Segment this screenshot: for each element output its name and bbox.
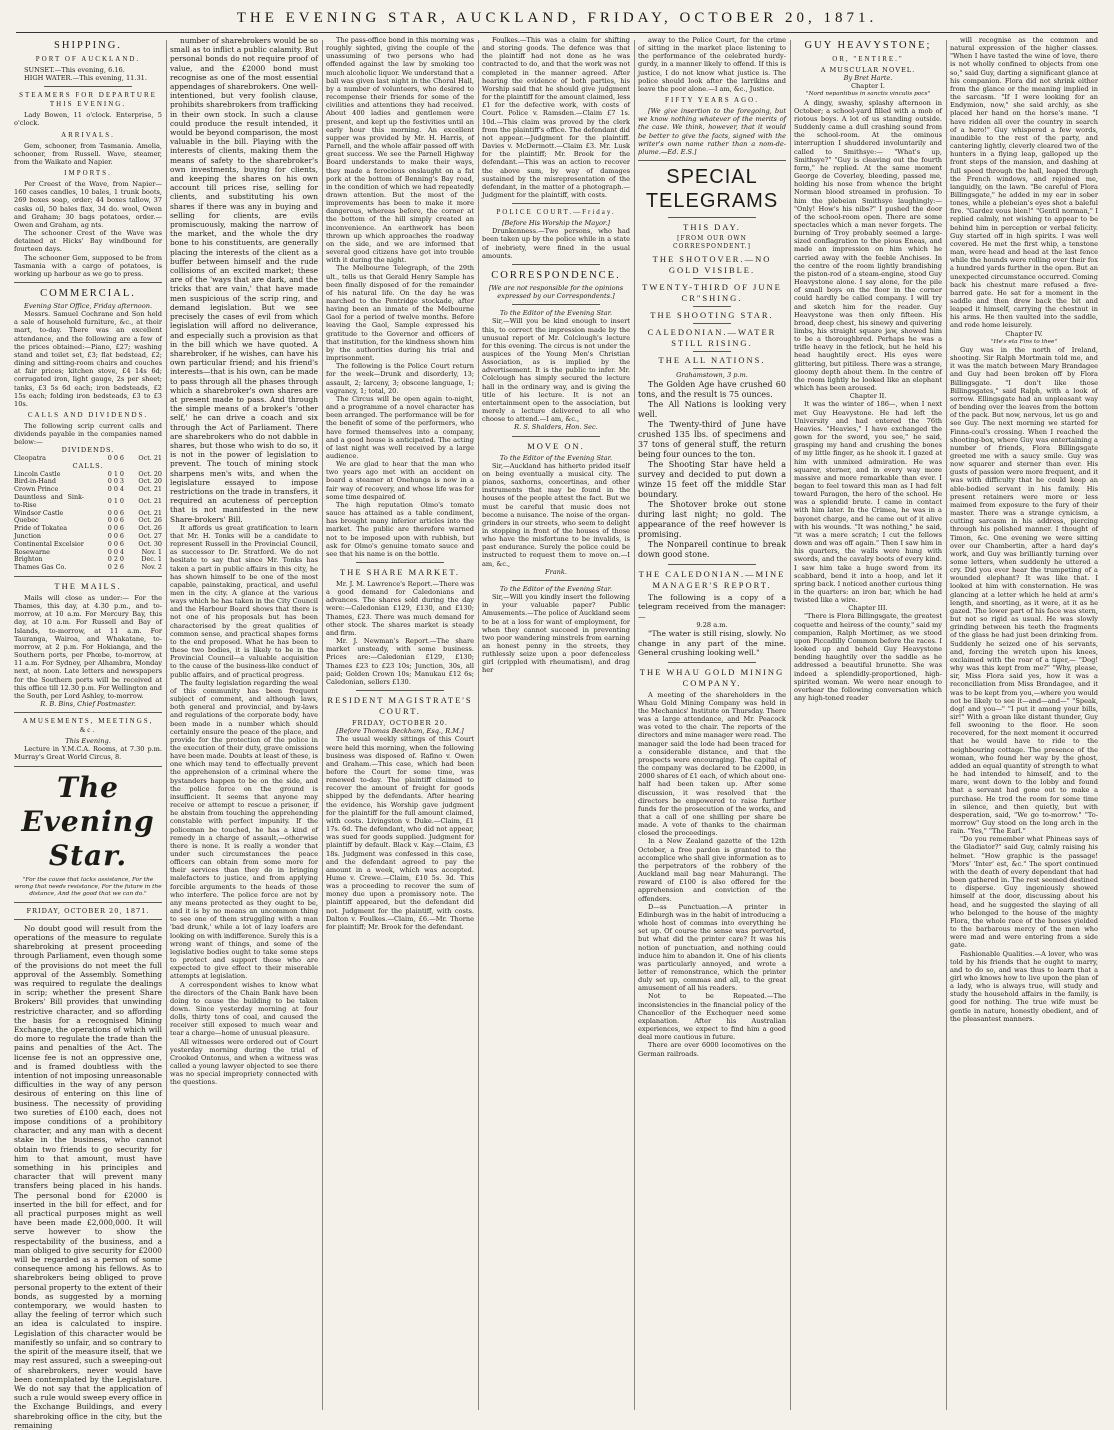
telegram-june: The Twenty-third of June have crushed 135 lbs. of specimens and 37 tons of general stuff, the return being four ounces to the ton. <box>638 419 786 459</box>
editor-note: [We give insertion to the foregoing, but we know nothing whatever of the merits of the case. We think, however, that it would be better to give the facts, signed with the writer's own name rather than a nom-de-plume.—Ed. E.S.] <box>638 107 786 156</box>
due-date: Oct. 20 <box>138 477 162 486</box>
divider <box>14 712 162 713</box>
column-7 <box>950 36 1098 1416</box>
chapter-2-heading: Chapter II. <box>849 392 887 401</box>
chapter-4-text: Guy was in the north of Ireland, shooting. Sir Ralph Mortmain told me, and it was the match between Mary Brandagee and Guy had been broken off by Flora Billingsgate. "I don't like those Billingsgates," said Ralph, with a look of sorrow. Ellingsgate had an unpleasant way of bending over the leaves from the bottom of the pack. But now, nervous, let us go and see Guy. The next morning we started for Finna-coul's crossing. When I reached the shooting-box, where Guy was entertaining a number of friends, Flora Billingsgate greeted me with a saucy smile. Guy was now squarer and sterner than ever. His gusts of passion were more frequent, and it was with difficulty that he could keep an able-bodied servant in his family. His present retainers were more or less maimed from exposure to the fury of their master. There was a strange cynicism, a cutting sarcasm in his address, piercing through his polished manner. I thought of Timon, &c. One evening we were sitting over our Chambertin, after a hard day's work, and Guy was brilliantly turning over some letters, when suddenly he uttered a cry. Did you ever hear the trumpeting of a wounded elephant? It was like that. I looked at him with consternation. He was glancing at a letter which he held at arm's length, and snorting, as it were, at it as he gazed. The lower part of his face was stern, but not so rigid as usual. He was slowly grinding between his teeth the fragments of the glass he had just been drinking from. Suddenly he seized one of his servants, and, forcing the wretch upon his knees, exclaimed with the roar of a tiger,— "Dog! why was this kept from me?" "Why, please, sir, Miss Flora said yes, how it was a reconciliation from Miss Brandagee, and it was to be kept from you,—where you would not be likely to see it—and—and—" "Speak, dog! and you—" "I put it among your bills, sir!" With a groan like distant thunder, Guy fell swooning to the floor. He soon recovered, for the next moment it occurred that he would have to ride to the neighbouring cottage. The presence of the woman, who found her way by the ghost, added an equal quantity of strength to what he had intended to himself, and to the mare, went down to the lobby and found that a servant had gone out to make a purchase. He trod the room for some time in silence, and then quietly, but with desperation, said, "We go to-morrow." "To-morrow" Guy stood on the long arch in the rain. "Yes," "The Earl." <box>950 345 1098 836</box>
shipping-title: SHIPPING. <box>54 40 122 51</box>
rm-court-continued: Foulkes.—This was a claim for shifting and storing goods. The defence was that the plaintiff had not done as he was contracted to do, and that the work was not completed in the manner agreed. After hearing the evidence of both parties, his Worship said that he should give judgment for the plaintiff for the amount claimed, less £1 for the defective work, with costs of Court. Police v. Ramsden.—Claim £7 1s. 10d.—This claim was proved by the clerk from the plaintiff's office. The defendant did not appear.—Judgment for the plaintiff. Davies v. McDermott.—Claim £3. Mr. Lusk for the plaintiff; Mr. Brook for the defendant.—This was an action to recover the above sum, by way of damages sustained by the misrepresentation of the defendant, in the matter of a photograph.—Judgment for the plaintiff, with costs. <box>482 36 630 199</box>
port-title: PORT OF AUCKLAND. <box>35 55 141 63</box>
police-court-text: Drunkenness.—Two persons, who had been taken up by the police while in a state of inebriety, were fined in the usual amounts. <box>482 227 630 260</box>
commercial-title: COMMERCIAL. <box>40 287 136 299</box>
column-6 <box>794 36 942 1416</box>
chapter-3-heading: Chapter III. <box>848 604 888 613</box>
letter-1-salutation: To the Editor of the Evening Star. <box>499 309 613 318</box>
article-circus: The Circus will be open again to-night, and a programme of a novel character has been arranged. The performance will be for the benefit of some of the performers, who have formed themselves into a company, and a good house is anticipated. The acting of last night was well received by a large audience. <box>326 394 474 460</box>
dividends-table <box>14 455 162 463</box>
due-date: Oct. 26 <box>138 524 162 533</box>
telegram-heading: THE SHOOTING STAR. <box>650 310 774 321</box>
article-tonks: It affords us great gratification to learn that Mr. H. Tonks will be a candidate to represent Russell in the Provincial Council, as successor to Dr. Stratford. We do not hesitate to say that since Mr. Tonks has taken a part in public affairs in this city, he has shown himself to be one of the most capable, painstaking, practical, and useful men in the city. A glance at the various ways which he has taken in the City Council and the Harbour Board shows that there is not one of his proposals but has been characterised by the great qualities of common sense, and practical shapes forms to the end proposed. What he has been to these two bodies, it is likely to be in the Provincial Council—a valuable acquisition to the cause of the business-like conduct of public affairs, and of practical progress. <box>170 523 318 679</box>
share-report-2: Mr. J. Newman's Report.—The share market unsteady, with some business. Prices are:—Caledonian £129, £130; Thames £23 to £23 10s; Junction, 30s, all paid; Golden Crown 10s; Manukau £12 6s; Caledonian, sellers £130. <box>326 637 474 686</box>
divider <box>512 436 600 437</box>
divider <box>638 160 786 161</box>
article-police-law: The faulty legislation regarding the weal of this community has been frequent subject of comment, and although laws, both general and provincial, and by-laws and regulations of the corporate body, have been made in a number which should certainly ensure the peace of the place, and provide for the protection of the police in the execution of their duty, grave omissions have been made. Doubts at least of these, is one which may tend to effectually prevent the apprehension of a criminal where the bystanders happen to be on the side, and the police force on the ground is insufficient. It seems that anyone may receive or attempt to rescue a prisoner, if he abstain from touching the apprehending constable with perfect impunity. If the policeman be touched, he has a kind of remedy in a charge of assault,—otherwise there is none. It is really a wonder that under such circumstances the peace officers can obtain from some more for their services than they do in bringing malefactors to justice, and from applying forcible arguments to the heads of those who interfere. The police force are not by any means protected as they ought to be, and it is by no means an uncommon thing to see one of them struggling with a man 'bad drunk,' while a lot of lazy loafers are looking on with indifference. Surely this is a wrong want of things, and some of the legislative bodies ought to take some steps to protect and support those who are expected to give effect to their miserable attempts at legislation. <box>170 678 318 981</box>
due-date: Oct. 21 <box>138 453 162 462</box>
divider <box>693 306 731 307</box>
shipping-notice-1: The schooner Crest of the Wave was detained at Hicks' Bay windbound for fourteen days. <box>14 229 162 254</box>
divider <box>668 564 756 565</box>
column-2 <box>170 36 318 1416</box>
masthead-title: THE EVENING STAR, AUCKLAND, FRIDAY, OCTOBER 20, 1871. <box>236 10 878 26</box>
company-name: Cleopatra <box>14 453 46 462</box>
calls-label: CALLS. <box>72 462 104 471</box>
letter-2-signature: Frank. <box>545 567 567 576</box>
telegram-all-nations: The All Nations is looking very well. <box>638 399 786 419</box>
article-recovery: We are glad to hear that the man who two years ago met with an accident on board a steamer at Onehunga is now in a fair way of recovery, and whose life was for some time despaired of. <box>326 460 474 501</box>
column-rule <box>790 40 791 1410</box>
table-row <box>14 455 162 463</box>
whau-text: A meeting of the shareholders in the Whau Gold Mining Company was held in the Mechanics' Institute on Thursday. There was a large attendance, and Mr. Peacock was voted to the chair. The reports of the directors and mine manager were read. The manager said the lode had been traced for a considerable distance, and that the prospects were encouraging. The capital of the company was declared to be £2000, in 2000 shares of £1 each, of which about one-half had been taken up. After some discussion, it was resolved that the directors be empowered to raise further funds for the prosecution of the works, and that a call of one shilling per share be made. A vote of thanks to the chairman closed the proceedings. <box>638 690 786 838</box>
table-row <box>14 564 162 572</box>
fashionable-qualities: Fashionable Qualities.—A lover, who was told by his friends that he ought to marry, and to do so, and was thus to learn that a girl who knows how to live upon the plan of a lady, who is always true, will study and study the household affairs in the family, is good for nothing. The true wife must be gentle in nature, honestly obedient, and of the pleasantest manners. <box>950 949 1098 1023</box>
whau-title: THE WHAU GOLD MINING COMPANY. <box>639 666 785 688</box>
amount: 0 0 6 <box>107 531 124 540</box>
notice-gazette: In a New Zealand gazette of the 12th October, a free pardon is granted to the accomplice who shall give information as to the perpetrators of the robbery of the Auckland mail bag near Mahurangi. The reward of £100 is also offered for the apprehension and conviction of the offenders. <box>638 837 786 903</box>
due-date: Oct. 21 <box>138 508 162 517</box>
correspondence-title: CORRESPONDENCE. <box>491 269 621 281</box>
amount: 0 2 6 <box>107 563 124 572</box>
column-4 <box>482 36 630 1416</box>
chapter-1-epigraph: "Nord nepantibus in sanctis vinculis pocs" <box>805 91 931 98</box>
police-court-title: POLICE COURT.—Friday. <box>496 208 616 217</box>
amount: 0 0 4 <box>107 547 124 556</box>
telegram-shooting-star: The Shooting Star have held a survey and decided to put down a winze 15 feet off the middle Star boundary. <box>638 459 786 499</box>
table-row <box>14 494 162 510</box>
leader-article: No doubt good will result from the operations of the measure to regulate sharebroking at present proceeding through Parliament, even though some of the provisions do not meet the full approval of the Assembly. Something was required to regulate the dealings in scrip; whether the present Share Brokers' Bill provides that unwinding restrictive character, and so affording the basis for a recognised Mining Exchange, the operations of which will do more to regulate the trade than the pains and penalties of the Act. The license fee is not an oppressive one, and is framed doubtless with the intention of not imposing unreasonable difficulties in the way of any person desirous of entering on this line of business. The necessity of providing two sureties of £100 each, does not impose conditions of a prohibitory character, and any man with a decent stake in the business, who cannot obtain two friends to go security for him to that amount, must have something in his principles and character that will prevent many transfers being placed in his hands. The personal bond for £2000 is inserted in the bill for effect, and for all practical purposes might as well have been made £2,000,000. It will serve however to show the respectability of the business, and a man obliged to give security for £2000 will be regarded as a person of some consequence among his fellows. As to sharebrokers being obliged to prove personal property to the extent of their bonds, as suggested by a morning contemporary, we would hasten to allay the feeling of terror which such an idea is calculated to inspire. Legislation of this character would be manifestly so unfair, and so contrary to the spirit of the measure itself, that we may rest assured, such a sweeping-out of sharebrokers, never would have been contemplated by the Legislature. We do not say that the application of such a rule would sweep every office in the Exchange Buildings, and every sharebroking office in the city, but the remaining <box>14 923 162 1430</box>
due-date: Oct. 26 <box>138 516 162 525</box>
rm-court-title: RESIDENT MAGISTRATE'S COURT. <box>327 695 473 717</box>
calls-title: CALLS AND DIVIDENDS. <box>27 411 149 419</box>
steamers-title: STEAMERS FOR DEPARTURE THIS EVENING. <box>19 91 157 109</box>
amount: 0 0 6 <box>107 524 124 533</box>
mails-signature: R. B. Bins, Chief Postmaster. <box>40 699 136 708</box>
arrivals-text: Gem, schooner, from Tasmania. Amelia, schooner, from Russell. Wave, steamer, from the Waikato and Napier. <box>14 141 162 166</box>
masthead <box>0 0 1114 32</box>
paper-motto: "For the cause that lacks assistance, For the wrong that needs resistance, For the future in the distance, And the good that we can do." <box>14 876 162 897</box>
caledonian-time: 9.28 a.m. <box>696 621 728 629</box>
column-rule <box>946 40 947 1410</box>
company-name: Crown Prince <box>14 485 59 494</box>
steamers-list: Lady Bowen, 11 o'clock. Enterprise, 5 o'clock. <box>14 111 162 128</box>
novel-subtitle: OR, "ENTIRE." <box>832 55 904 63</box>
chapter-2-text: It was the winter of 186—, when I next met Guy Heavystone. He had left the University and had entered the 76th Heavies. "Heavies," I have exchanged the gown for the sword, you see," he said, grasping my hand and crushing the bones of my little finger, as he shook it. I gazed at him with unmixed admiration. He was squarer, sterner, and in every way more massive and more remarkable than ever. I began to feel toward this man as I had felt toward Paragon, the hero of the school. He was a splendid brute. I came in contact with him later. In the Crimea, he was in a bayonet charge, and he came out of it alive with his wounds. "It was nothing," he said, "it was a mere scratch; I cut the fellows down and was off again." Then I saw him in his quarters, the walls were hung with swords, and the cavalry boots of every kind. I saw him take a huge sword from its scabbard, bend it into a hoop, and let it spring back. I noticed another curious thing in the quarters: an iron bar, which he had twisted like a wire. <box>794 400 942 605</box>
advert-tomato-sauce: The high reputation Olmo's tomato sauce has attained as a table condiment, has brought many inferior articles into the market. The public are therefore warned not to be imposed upon with rubbish, but ask for Olmo's genuine tomato sauce and see that his name is on the bottle. <box>326 500 474 558</box>
novel-title: GUY HEAVYSTONE; <box>804 40 932 51</box>
divider <box>512 203 600 204</box>
chapter-3-continued: will recognise as the common and natural expression of the higher classes. "When I have tasted the wine of love, there is not wholly confined to objects from one so," said Guy, darting a significant glance at his companion. Flora did not shrink either from the glance or the meaning implied in the sarcasm. "If I were looking for an Endymion, now," she said archly, as she placed her hand on the horse's mane. "I have ridden all over the country in search of a hero!" Guy whispered a few words, inaudible to the rest of the party, and cantering lightly, cleverly cleared two of the hunters in a flying leap, galloped up the front steps of the mansion, and dashing at full speed through the hall, leaped through the French windows, and rejoined me, languidly, on the lawn. "Be careful of Flora Billingsgate," he added in my ear in sober tones, while a plebeian's eyes shot a baleful fire. "Gardez vous bien!" "Gentil norman," I replied calmly, not wishing to appear to be behind him in perception or verbal felicity. Guy started off in high spirits. I was well covered. He met the first whip, a tenstone man, were head and head at the last fence while the hounds were rolling over their fox a hundred yards further in the open. But an unexpected circumstance occurred. Coming back his chestnut mare refused a five-barred gate. He sat for a moment in the saddle and then drew back the bit and leaped it himself, carrying the chestnut in his arms. He then vaulted into the saddle, and rode home leisurely. <box>950 36 1098 330</box>
caledonian-title: THE CALEDONIAN.—MINE MANAGER'S REPORT. <box>638 568 786 590</box>
company-name: Junction <box>14 531 41 540</box>
commercial-text: Messrs. Samuel Cochrane and Son held a sale of household furniture, &c., at their mart, to-day. There was an excellent attendance, and the following are a few of the prices obtained:—Piano, £27; washing stand and toilet set, £3; flat bedstead, £2; dining and sitting-room chairs and couches at fair prices; kitchen stove, £4 14s 6d; corrugated iron, light gauge, 2s per sheet; tanks, £3 5s 6d each; iron bedsteads, £2 15s each; folding iron bedsteads, £3 to £3 10s. <box>14 310 162 408</box>
column-rule <box>166 40 167 1410</box>
paper-nameplate: The Evening Star. <box>21 770 155 872</box>
column-rule <box>634 40 635 1410</box>
local-news: The pass-office bond in this morning was roughly sighted, giving the couple of the unassuming of two persons who had offended against the law by smoking too much alcoholic liquor. We understand that a ball was given last night in the Choral Hall, by a number of volunteers, who desired to recompense their friends for some of the civilities and attentions they had received. About 400 ladies and gentlemen were present, and kept up the festivities until an early hour this morning. An excellent supper was provided by Mr. H. Harris, of Parnell, and the whole affair passed off with great success. We see the Parnell Highway Board understands to make their ways, they made a ferocious onslaught on a fat pork at the bottom of Benning's Bay road, in the condition of which we had repeatedly drawn attention. But the most of the improvements has been to make it more dangerous, whereas before, the corner at the bottom of the hill simply created an inconvenience. An earthwork has been thrown up which approaches the roadway on the side, and we are informed that several good citizens have got into trouble with it during the night. <box>326 36 474 265</box>
company-name: Lincoln Castle <box>14 469 61 478</box>
divider <box>14 766 162 767</box>
rm-court-text: The usual weekly sittings of this Court were held this morning, when the following business was disposed of. Rafino v. Owen and Graham.—This case, which had been before the Court for some time, was renewed to-day. The plaintiff claimed to recover the amount of freight for goods shipped by the defendants. After hearing the evidence, his Worship gave judgment for the plaintiff for the full amount claimed, with costs. Livingston v. Duke.—Claim, £1 17s. 6d. The defendant, who did not appear, was sued for goods supplied. Judgment for plaintiff by default. Black v. Kay.—Claim, £3 18s. Judgment was confessed in this case, and the defendant agreed to pay the amount in a week, which was accepted. Hume v. Crewe.—Claim, £10 5s. 3d. This was a proceeding to recover the sum of money due upon a promissory note. The plaintiff appeared, but the defendant did not. Judgment for the plaintiff, with costs. Dalton v. Foulkes.—Claim, £6.—Mr. Thorne for plaintiff; Mr. Brook for the defendant. <box>326 735 474 931</box>
share-market-title: THE SHARE MARKET. <box>339 567 461 577</box>
company-name: Thames Gas Co. <box>14 563 67 572</box>
caledonian-intro: The following is a copy of a telegram received from the manager:— <box>638 592 786 621</box>
divider <box>693 278 731 279</box>
novel-kind: A MUSCULAR NOVEL. <box>820 66 916 74</box>
newspaper-columns <box>14 36 1100 1430</box>
divider <box>14 919 162 920</box>
letter-2-text: Sir,—Auckland has hitherto prided itself on being eventually a musical city. The pianos, saxhorns, concertinas, and other instruments that may be found in the houses of the people attest the fact. But we must be careful that music does not become a nuisance. The noise of the organ-grinders in our streets, who seem to delight in stopping in front of the houses of those who have the misfortune to be invalids, is past endurance. Surely the police could be instructed to request them to move on.—I am, &c., <box>482 461 630 568</box>
grahamstown-dateline: Grahamstown, 3 p.m. <box>676 371 748 380</box>
divider <box>512 264 600 265</box>
novel-author: By Bret Harte. <box>843 74 893 83</box>
leader-dateline: FRIDAY, OCTOBER 20, 1871. <box>26 906 150 915</box>
fifty-years-title: FIFTY YEARS AGO. <box>665 96 759 105</box>
rm-court-before: [Before Thomas Beckham, Esq., R.M.] <box>336 727 464 736</box>
column-3 <box>326 36 474 1416</box>
amount: 0 0 6 <box>107 453 124 462</box>
letter-3-continued: away to the Police Court, for the crime of sitting in the market place listening to the performance of the celebrated hurdy-gurdy, in a manner likely to offend. If this is justice, I do not know what justice is. The police should look after the larrikins and leave the poor alone.—I am, &c., Justice. <box>638 36 786 93</box>
divider <box>512 580 600 581</box>
caledonian-telegram: "The water is still rising, slowly. No change in any part of the mine. General crushing looking well." <box>638 629 786 658</box>
amount: 0 1 0 <box>107 469 124 478</box>
chapter-4-epigraph: "He's eta Fins to thee" <box>990 338 1058 345</box>
divider <box>668 217 756 218</box>
high-water-line: HIGH WATER.—This evening, 11.31. <box>24 74 147 83</box>
letter-1-text: Sir,—Will you be kind enough to insert this, to correct the impression made by the unusual report of Mr. Colclough's lecture for this evening. The circus is not under the auspices of the Young Men's Christian Association, as is implied by the advertisement. It is the public to infer. Mr. Colclough has simply secured the lecture hall in the ordinary way, and is giving the title of his lecture. It is not an entertainment open to the association, but merely a lecture delivered to all who choose to attend.—I am, &c., <box>482 317 630 424</box>
letter-3-text: Sir,—Will you kindly insert the following in your valuable paper? Public Amusements.—The police of Auckland seem to be at a loss for want of employment, for when they cannot succeed in preventing two poor wandering minstrels from earning an honest penny in the streets, they ruthlessly seize upon a poor defenceless girl (crippled with rheumatism), and drag her <box>482 593 630 675</box>
calls-intro: The following scrip current calls and dividends payable in the companies named below:— <box>14 422 162 447</box>
column-5 <box>638 36 786 1416</box>
article-police-return: The following is the Police Court return for the week—Drunk and disorderly, 13; assault, 2; larceny, 3; obscene language, 1; vagrancy, 1; total, 20. <box>326 362 474 395</box>
amount: 0 0 3 <box>107 477 124 486</box>
amusements-text: Lecture in Y.M.C.A. Rooms, at 7.30 p.m. Murray's Great World Circus, 8. <box>14 745 162 762</box>
notice-punctuation: D—ss Punctuation.—A printer in Edinburgh was in the habit of introducing a whole host of commas into everything he set up. Of course the sense was perverted, but what did the printer care? It was his notion of punctuation, and nothing could induce him to abandon it. One of his clients was particularly annoyed, and wrote a letter of remonstrance, which the printer duly set up, commas and all, to the great amusement of all his readers. <box>638 902 786 993</box>
telegram-heading: TWENTY-THIRD OF JUNE CR"SHING. <box>642 282 782 304</box>
mails-title: THE MAILS. <box>54 580 122 591</box>
due-date: Nov. 1 <box>141 547 162 556</box>
company-name: Rosewarne <box>14 547 50 556</box>
telegram-nonpareil: The Nonpareil continue to break down good stone. <box>638 539 786 559</box>
divider <box>356 690 444 691</box>
chapter-3-text: "There is Flora Billingsgate, the greatest coquette and heiress of the county," said my companion, Ralph Mortimer, as we stood upon Piccadilly Common before the races. I looked up and beheld Guy Heavystone bending haughtily over the saddle as he addressed a beautiful brunette. She was indeed a splendidly-proportioned, high-spirited woman. We were near enough to overhear the following conversation which any high-toned reader <box>794 612 942 703</box>
police-court-before: [Before His Worship the Mayor.] <box>501 219 611 228</box>
notice-locomotives: There are over 6000 locomotives on the German railroads. <box>638 1041 786 1058</box>
article-chain-bank: A correspondent wishes to know what the directors of the Chain Bank have been doing to cause the building to be taken down. Since yesterday morning at four dolls, thirty tons of coal, and caused the receiver still exposed to much wear and tear a charge—home of unusual pleasure. <box>170 980 318 1038</box>
telegram-heading: THE SHOTOVER.—NO GOLD VISIBLE. <box>652 254 772 276</box>
divider <box>14 282 162 283</box>
amusements-title: AMUSEMENTS, MEETINGS, &c. <box>22 717 154 735</box>
column-1 <box>14 36 162 1430</box>
calls-table <box>14 471 162 572</box>
chapter-4-conclusion: "Do you remember what Phineas says of the Gladiator?" said Guy, calmly raising his helmet. "How graphic is the passage! 'Mors' 'Inter' est, &c." The sport continued with the death of every dependant that had been gathered in. The rest seemed destined to disperse. Guy ingeniously showed himself at the door, discussing about his head, and he suggested the slaying of all who belonged to the house of the mighty Flora, the whole race of the houses yielded to the barbarous mercy of the men who were mad and were entering from a side gate. <box>950 835 1098 950</box>
this-day: THIS DAY. <box>683 222 741 233</box>
telegram-heading: THE ALL NATIONS. <box>658 355 766 366</box>
column-rule <box>322 40 323 1410</box>
move-on-title: MOVE ON. <box>527 440 585 451</box>
divider <box>512 304 600 305</box>
own-correspondent: [FROM OUR OWN CORRESPONDENT.] <box>672 235 752 251</box>
letter-1-signature: R. S. Shalders, Hon. Sec. <box>514 423 598 432</box>
arrivals-title: ARRIVALS. <box>61 130 115 139</box>
telegram-headings <box>638 254 786 369</box>
divider <box>14 576 162 577</box>
chapter-4-heading: Chapter IV. <box>1005 329 1043 338</box>
company-name: Pride of Tokatea <box>14 524 68 533</box>
telegram-golden-age: The Golden Age have crushed 60 tons, and the result is 75 ounces. <box>638 379 786 399</box>
amount: 0 0 6 <box>107 516 124 525</box>
company-name: Quebec <box>14 516 39 525</box>
company-name: Brighton <box>14 555 43 564</box>
due-date: Oct. 21 <box>138 496 162 505</box>
amount: 0 0 4 <box>107 485 124 494</box>
due-date: Oct. 27 <box>138 531 162 540</box>
imports-title: IMPORTS. <box>64 169 112 178</box>
divider <box>44 86 132 87</box>
amount: 0 0 6 <box>107 539 124 548</box>
mails-text: Mails will close as under:— For the Thames, this day, at 4.30 p.m., and to-morrow, at 10 a.m. For Mercury Bay, this day, at 10 a.m. For Russell and Bay of Islands, to-morrow, at 11 a.m. For Tauranga, Wairoa, and Whakatane, to-morrow, at 2 p.m. For Hokianga, and the Southern ports, per Phœbe, to-morrow, at 11 a.m. For Sydney, per Alhambra, Monday next, at noon. Late letters and newspapers for the Southern ports will be received at this office till 12.30 p.m. For Wellington and the South, per Lord Ashley, to-morrow. <box>14 593 162 700</box>
amount: 0 0 6 <box>107 508 124 517</box>
shipping-notice-2: The schooner Gem, supposed to be from Tasmania with a cargo of potatoes, is working up harbour as we go to press. <box>14 253 162 278</box>
due-date: Dec. 1 <box>141 555 162 564</box>
letter-3-salutation: To the Editor of the Evening Star. <box>499 584 613 593</box>
amount: 0 2 0 <box>107 555 124 564</box>
notice-not-repeated: Not to be Repeated.—The inconsistencies in the financial policy of the Chancellor of the Exchequer need some explanation. After his Australian experiences, we expect to find him a good deal more cautious in future. <box>638 992 786 1042</box>
imports-text: Per Creest of the Wave, from Napier—160 cases candles, 10 bales, 1 trunk boots, 269 boxes soap, order; 44 boxes tallow, 37 casks oil, 50 bales flax, 34 do. wool, Owen and Graham; 30 bags potatoes, order.—Owen and Graham, ag nts. <box>14 180 162 229</box>
divider <box>356 562 444 563</box>
dividends-label: DIVIDENDS. <box>61 446 115 455</box>
leader-continued: number of sharebrokers would be so small as to inflict a public calamity. But personal bonds do not require proof of value, and the £2000 bond must recognise as one of the most essential appendages of sharebrokers. One well-intentioned, but very foolish clause, prohibits sharebrokers from trafficking in their own stock. In such a clause could produce the result intended, it would be beyond comparison, the most valuable in the bill. Playing with the interests of clients, making them the means of safety to the sharebroker's own investments, buying for clients, and keeping the shares on his own account till prices rise, selling for clients, and substituting his own shares if there was any in buying and selling for clients, are evils promiscuously, making the narrow of the market, and the whole the dry bone to his constituents, are generally placing the interests of the client as a buffer between himself and the rude collisions of an excited market; these are of the 'ways that are dark, and the tricks that are vain,' that have made men suspicious of the scrip ring, and demand legislation. But we see precisely the cases of evil from which legislation will afford no deliverance, and especially such a provision as that in the bill which we have quoted. A sharebroker, if he wishes, can have his own particular friend; and his friend's interests—that is his own, can be made to pass through all the phases through which a sharebroker's own shares are at present made to pass. And through the simple means of a broker's 'other self,' he can drive a coach and six through the Act of Parliament. There are sharebrokers who do not dabble in shares, but those who wish to do so, it is not in the power of legislation to prevent. The touch of mining stock sharpens men's wits, and when the legislature essayed to impose restrictions on the trade in transfers, it required an acuteness of perception that is not manifested in the new Share-brokers' Bill. <box>170 36 318 524</box>
telegram-heading: CALEDONIAN.—WATER STILL RISING. <box>647 327 777 349</box>
chapter-1-heading: Chapter I. <box>851 82 885 91</box>
company-name: Continental Excelsior <box>14 539 84 548</box>
rm-court-date: FRIDAY, OCTOBER 20. <box>351 719 449 728</box>
company-name: Bird-in-Hand <box>14 477 56 486</box>
commercial-office: Evening Star Office, Friday afternoon. <box>24 301 153 310</box>
due-date: Oct. 20 <box>138 469 162 478</box>
article-witnesses: All witnesses were ordered out of Court yesterday morning during the trial of Crooked Ontonus, and when a witness was called a young lawyer objected to see there was no special impropriety connected with the questions. <box>170 1037 318 1087</box>
divider <box>693 368 731 369</box>
amusements-sub: This Evening. <box>65 737 111 746</box>
divider <box>14 902 162 903</box>
divider <box>693 323 731 324</box>
due-date: Nov. 2 <box>141 563 162 572</box>
company-name: Dauntless and Sink-to-Rise <box>14 492 84 509</box>
telegram-shotover: The Shotover broke out stone during last night; no gold. The appearance of the reef however is promising. <box>638 499 786 539</box>
column-rule <box>478 40 479 1410</box>
sunset-line: SUNSET.—This evening, 6.16. <box>24 66 125 74</box>
company-name: Windsor Castle <box>14 508 64 517</box>
due-date: Oct. 21 <box>138 485 162 494</box>
correspondence-note: [We are not responsible for the opinions expressed by our Correspondents.] <box>488 283 624 301</box>
masthead-rule <box>16 32 1098 33</box>
divider <box>693 351 731 352</box>
article-sample: The Melbourne Telegraph, of the 29th ult., tells us that Gerald Henry Sample has been finally disposed of for the remainder of his natural life. On the day he was marched to the Pentridge stockade, after having been an inmate of the Melbourne Gaol for a period of twelve months. Before leaving the Gaol, Sample expressed his gratitude to the Governor and officers of that institution, for the kindness shown him by the authorities during his trial and imprisonment. <box>326 264 474 363</box>
share-report-1: Mr. J. M. Lawrence's Report.—There was a good demand for Caledonians and advances. The shares sold during the day were:—Caledonian £129, £130, and £130; Thames, £23. There was much demand for other stock. The shares market is steady and firm. <box>326 580 474 637</box>
special-telegrams-title: SPECIAL TELEGRAMS <box>645 166 779 213</box>
amount: 0 1 0 <box>107 496 124 505</box>
chapter-1-text: A dingy, swashy, splashy afternoon in October; a school-yard filled with a mob of riotous boys. A lot of us standing outside. Suddenly came a dull crashing sound from the school-room. At the ominous interruption I shuddered involuntarily and called to Smithsye:— "What's up, Smithsye?" "Guy is cleaving out the fourth form," he replied. At the same moment George de Coverley, bleeding, passed me, holding his nose from whence the bright Norman blood streamed in profusion. To him the plebeian Smithsye laughingly:— "Only! How's his nibs?" I pushed the door of the school-room open. There are some spectacles which a man never forgets. The burning of Troy probably seemed a large-sized conflagration to the pious Eneas, and made an impression on him which he carried away with the feeble Anchises. In the centre of the room lightly brandishing the piston-rod of a steam-engine, stood Guy Heavystone alone. I say alone, for the pile of small boys on the floor in the corner could hardly be called company. I will try and sketch him for the reader. Guy Heavystone was then only fifteen. His broad, deep chest, his sinewy and quivering limbs, his straight square jaw, showed him to be a thoroughbred. Perhaps he was a trifle heavy in the fetlock, but he held his head haughtily erect. His eyes were glittering, but pitiless. There was a strange, gloomy depth about them. In the centre of the room lightly he looked like an elephant which has been aroused. <box>794 98 942 393</box>
divider <box>668 662 756 663</box>
letter-2-salutation: To the Editor of the Evening Star. <box>499 453 613 462</box>
due-date: Oct. 30 <box>138 539 162 548</box>
